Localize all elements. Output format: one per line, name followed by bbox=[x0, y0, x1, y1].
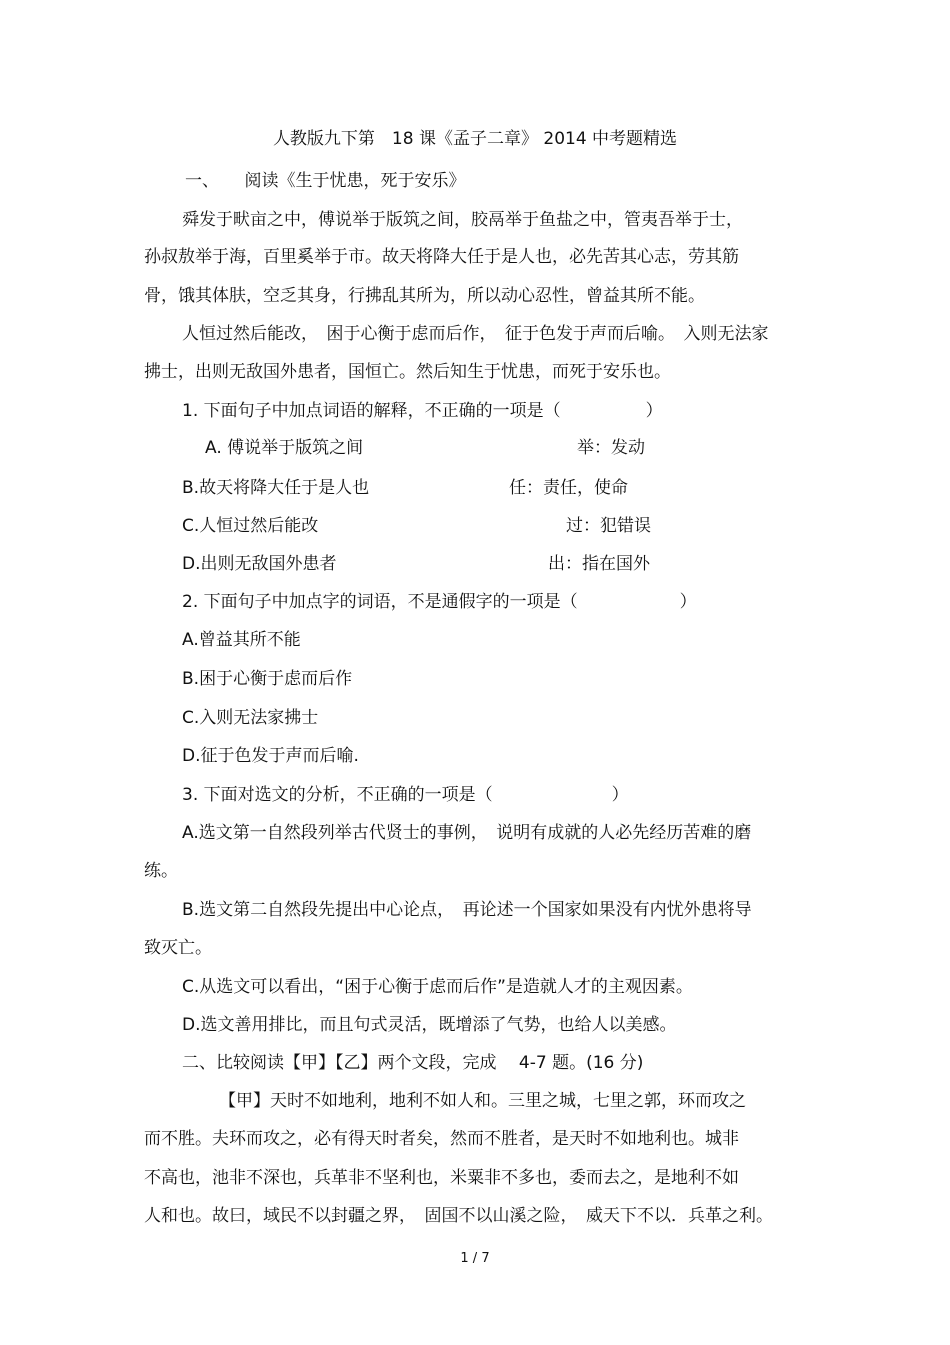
document-title: 人教版九下第 18 课《孟子二章》 2014 中考题精选 bbox=[272, 129, 678, 149]
q2-option-a: A.曾益其所不能 bbox=[182, 630, 301, 650]
q3-option-a: A.选文第一自然段列举古代贤士的事例， 说明有成就的人必先经历苦难的磨 bbox=[182, 823, 752, 843]
question-1-stem: 1. 下面句子中加点词语的解释，不正确的一项是（ ） bbox=[182, 401, 663, 421]
passage-line: 舜发于畎亩之中，傅说举于版筑之间，胶鬲举于鱼盐之中，管夷吾举于士， bbox=[182, 210, 743, 230]
q3-option-b: B.选文第二自然段先提出中心论点， 再论述一个国家如果没有内忧外患将导 bbox=[182, 900, 752, 920]
q1-option-a-gloss: 举：发动 bbox=[577, 438, 645, 458]
passage-line: 孙叔敖举于海，百里奚举于市。故天将降大任于是人也，必先苦其心志，劳其筋 bbox=[144, 247, 739, 267]
q1-option-d: D.出则无敌国外患者 bbox=[182, 554, 337, 574]
passage-jia-line: 【甲】天时不如地利，地利不如人和。三里之城，七里之郭，环而攻之 bbox=[219, 1091, 746, 1111]
passage-jia-line: 不高也，池非不深也，兵革非不坚利也，米粟非不多也，委而去之，是地利不如 bbox=[144, 1168, 739, 1188]
q1-option-d-gloss: 出：指在国外 bbox=[548, 554, 650, 574]
page-number: 1 / 7 bbox=[460, 1251, 490, 1266]
q3-option-d: D.选文善用排比，而且句式灵活，既增添了气势，也给人以美感。 bbox=[182, 1015, 677, 1035]
passage-line: 骨，饿其体肤，空乏其身，行拂乱其所为，所以动心忍性，曾益其所不能。 bbox=[144, 286, 705, 306]
question-2-stem: 2. 下面句子中加点字的词语，不是通假字的一项是（ ） bbox=[182, 592, 697, 612]
q2-option-b: B.困于心衡于虑而后作 bbox=[182, 669, 353, 689]
passage-line: 人恒过然后能改， 困于心衡于虑而后作， 征于色发于声而后喻。 入则无法家 bbox=[182, 324, 769, 344]
q1-option-c-gloss: 过：犯错误 bbox=[566, 516, 651, 536]
q2-option-c: C.入则无法家拂士 bbox=[182, 708, 319, 728]
passage-jia-line: 而不胜。夫环而攻之，必有得天时者矣，然而不胜者，是天时不如地利也。城非 bbox=[144, 1129, 739, 1149]
q2-option-d: D.征于色发于声而后喻. bbox=[182, 746, 359, 766]
q3-option-b-cont: 致灭亡。 bbox=[144, 938, 212, 958]
passage-jia-line: 人和也。故曰，域民不以封疆之界， 固国不以山溪之险， 威天下不以．兵革之利。 bbox=[144, 1206, 773, 1226]
q1-option-b: B.故天将降大任于是人也 bbox=[182, 478, 370, 498]
section-1-heading: 一、 阅读《生于忧患，死于安乐》 bbox=[185, 171, 466, 191]
q3-option-c: C.从选文可以看出，“困于心衡于虑而后作”是造就人才的主观因素。 bbox=[182, 977, 693, 997]
question-3-stem: 3. 下面对选文的分析，不正确的一项是（ ） bbox=[182, 785, 629, 805]
section-2-heading: 二、比较阅读【甲】【乙】两个文段，完成 4-7 题。(16 分) bbox=[182, 1053, 644, 1073]
q1-option-b-gloss: 任：责任，使命 bbox=[509, 478, 628, 498]
q1-option-a: A. 傅说举于版筑之间 bbox=[205, 438, 364, 458]
passage-line: 拂士，出则无敌国外患者，国恒亡。然后知生于忧患，而死于安乐也。 bbox=[144, 362, 671, 382]
q1-option-c: C.人恒过然后能改 bbox=[182, 516, 319, 536]
q3-option-a-cont: 练。 bbox=[144, 861, 178, 881]
